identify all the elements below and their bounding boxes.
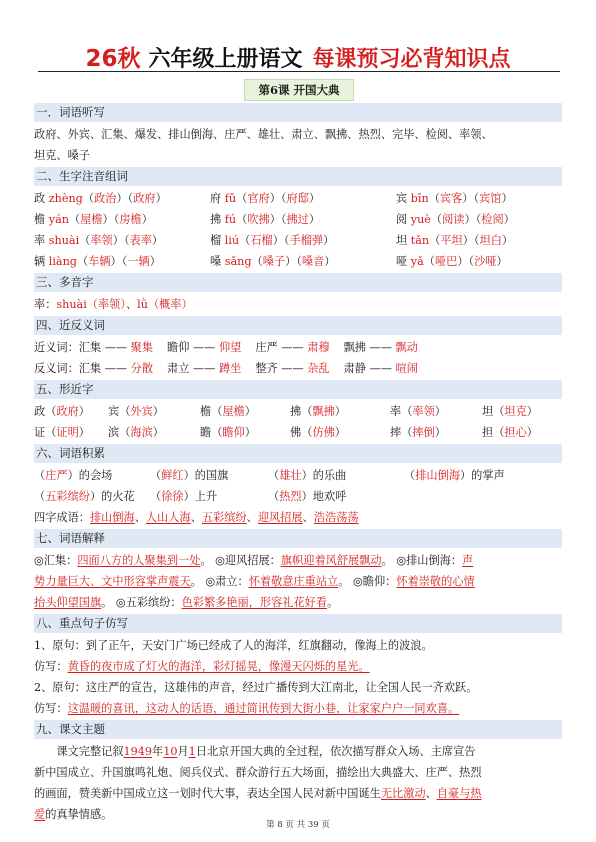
- pinyin-reading: sǎng: [224, 255, 252, 268]
- pinyin-word: 阅读: [442, 213, 465, 226]
- content: [34, 102, 562, 825]
- polyphone-reading-a: shuài（率领）: [56, 298, 126, 311]
- pinyin-paren: ）（: [116, 192, 134, 205]
- similar-entry: [200, 422, 290, 443]
- pinyin-word: 石榴: [250, 234, 273, 247]
- theme-sep: 、: [425, 787, 437, 800]
- acc-paren: （: [34, 490, 46, 503]
- theme-text: 的真挚情感。: [45, 808, 113, 821]
- accumulation-row-2: [34, 486, 562, 507]
- pinyin-paren: （: [429, 234, 441, 247]
- similar-block: [34, 401, 562, 443]
- explanation-def: 怀着崇敬的心情: [396, 575, 475, 588]
- pinyin-reading: fǔ: [224, 192, 237, 205]
- explanation-term: ◎迎风招展：: [215, 554, 281, 567]
- pinyin-char: 哑: [396, 255, 411, 268]
- pinyin-entry: [396, 230, 556, 251]
- polyphone-label: 率：: [34, 298, 57, 311]
- acc-fill: 庄严: [45, 469, 68, 482]
- pinyin-paren: ）: [308, 192, 321, 205]
- pinyin-paren: ）（: [112, 234, 130, 247]
- pair-word: 汇集: [78, 362, 102, 375]
- similar-paren: ）: [334, 426, 346, 439]
- pinyin-word: 表率: [129, 234, 152, 247]
- pinyin-word: 平坦: [440, 234, 463, 247]
- pair-word: 肃静: [343, 362, 366, 375]
- pinyin-paren: ）（: [457, 255, 475, 268]
- section-dictation-heading: 一．词语听写: [34, 103, 562, 122]
- synonym-line: [34, 337, 562, 358]
- pinyin-paren: ）（: [110, 255, 128, 268]
- acc-fill: 五彩缤纷: [45, 490, 90, 503]
- pinyin-entry: [34, 230, 210, 251]
- page-header: [0, 40, 596, 73]
- imitation-text: 这温暖的喜讯，这动人的话语，通过简讯传到大街小巷，让家家户户一同欢喜。: [67, 702, 460, 715]
- explanation-period: 。: [200, 554, 212, 567]
- pinyin-reading: zhèng: [48, 192, 83, 205]
- section-accumulation-heading: 六、词语积累: [34, 444, 562, 463]
- pinyin-paren: ）: [149, 255, 161, 268]
- pair-word: 汇集: [78, 341, 102, 354]
- similar-paren: ）: [78, 405, 90, 418]
- pinyin-reading: liàng: [48, 255, 77, 268]
- explanation-period: 。: [190, 575, 202, 588]
- pinyin-paren: ）: [496, 255, 508, 268]
- similar-entry: [390, 422, 482, 443]
- similar-paren: ）: [78, 426, 90, 439]
- pinyin-word: 一辆: [127, 255, 150, 268]
- pinyin-word: 坦白: [479, 234, 502, 247]
- pair-dash: ——: [366, 341, 396, 354]
- pair-dash: ——: [277, 362, 308, 375]
- similar-char: 政（: [34, 405, 57, 418]
- pinyin-reading: yǎ: [410, 255, 424, 268]
- similar-entry: [290, 422, 390, 443]
- acc-paren: ）: [183, 490, 195, 503]
- pinyin-char: 府: [210, 192, 225, 205]
- idiom-sep: 、: [190, 511, 202, 524]
- pinyin-char: 辆: [34, 255, 49, 268]
- theme-line-1: [34, 741, 562, 762]
- similar-char: 拂（: [290, 405, 313, 418]
- pinyin-paren: ）: [141, 213, 153, 226]
- similar-paren: ）: [434, 426, 446, 439]
- pinyin-reading: yuè: [410, 213, 431, 226]
- idiom-sep: 、: [246, 511, 258, 524]
- theme-text: 日北京开国大典的全过程，依次描写群众入场、主席宣告: [195, 745, 476, 758]
- similar-word: 坦克: [504, 405, 527, 418]
- pair-word: 庄严: [255, 341, 278, 354]
- section-sentence-heading: 八、重点句子仿写: [34, 614, 562, 633]
- accumulation-entry: [34, 465, 150, 486]
- pinyin-char: 拂: [210, 213, 225, 226]
- pinyin-char: 政: [34, 192, 49, 205]
- pair-word: 肃立: [167, 362, 190, 375]
- similar-char: 坦（: [482, 405, 505, 418]
- pinyin-paren: ）: [501, 234, 514, 247]
- similar-char: 檐（: [200, 405, 223, 418]
- idiom: 排山倒海: [89, 511, 135, 524]
- pinyin-paren: ）: [501, 192, 513, 205]
- pinyin-paren: ）（: [464, 213, 482, 226]
- pinyin-paren: （: [79, 234, 91, 247]
- explanation-line-2: [34, 571, 562, 592]
- header-topic: 每课预习必背知识点: [312, 47, 511, 72]
- pinyin-word: 府邸: [286, 192, 309, 205]
- pinyin-word: 房檐: [119, 213, 142, 226]
- pinyin-paren: ）（: [462, 192, 480, 205]
- similar-char: 滨（: [108, 426, 131, 439]
- explanation-period: 。: [381, 554, 393, 567]
- pinyin-paren: ）: [324, 255, 336, 268]
- pinyin-paren: ）（: [102, 213, 120, 226]
- pinyin-word: 吹拂: [247, 213, 270, 226]
- pair-answer: 分散: [130, 362, 154, 375]
- antonym-line: [34, 358, 562, 379]
- similar-paren: ）: [434, 405, 446, 418]
- pinyin-word: 官府: [247, 192, 270, 205]
- similar-paren: ）: [152, 405, 164, 418]
- explanation-term: ◎瞻仰：: [353, 575, 397, 588]
- pinyin-char: 阅: [396, 213, 411, 226]
- pinyin-word: 拂过: [286, 213, 309, 226]
- section-explanation-heading: 七、词语解释: [34, 529, 562, 548]
- pinyin-reading: liú: [224, 234, 240, 247]
- pinyin-row: [34, 230, 562, 251]
- theme-fill: 自豪与热: [436, 787, 482, 800]
- acc-fill: 热烈: [279, 490, 302, 503]
- similar-row: [34, 422, 562, 443]
- similar-word: 屋檐: [222, 405, 245, 418]
- header-grade: 六年级上册语文: [148, 47, 303, 72]
- similar-entry: [34, 422, 108, 443]
- polyphone-sep: 、: [125, 298, 138, 311]
- similar-char: 佛（: [290, 426, 313, 439]
- similar-word: 仿佛: [312, 426, 335, 439]
- explanation-line-3: [34, 592, 562, 613]
- similar-paren: ）: [244, 405, 256, 418]
- section-similar-heading: 五、形近字: [34, 380, 562, 399]
- pinyin-word: 检阅: [481, 213, 504, 226]
- acc-text: 的会场: [78, 469, 113, 482]
- similar-row: [34, 401, 562, 422]
- pinyin-paren: （: [239, 234, 251, 247]
- pinyin-paren: ）: [308, 213, 321, 226]
- imitation-label: 仿写：: [34, 702, 68, 715]
- acc-text: 的乐曲: [312, 469, 347, 482]
- pair-answer: 杂乱: [307, 362, 330, 375]
- similar-entry: [290, 401, 390, 422]
- theme-month: 10: [163, 745, 178, 758]
- pair-dash: ——: [101, 362, 131, 375]
- pinyin-reading: fú: [224, 213, 237, 226]
- similar-paren: ）: [152, 426, 164, 439]
- pinyin-row: [34, 188, 562, 209]
- pinyin-paren: （: [236, 213, 248, 226]
- theme-line-2: 新中国成立、升国旗鸣礼炮、阅兵仪式、群众游行五大场面，描绘出大典盛大、庄严、热烈: [34, 766, 482, 779]
- theme-day: 1: [188, 745, 196, 758]
- similar-char: 担（: [482, 426, 505, 439]
- pinyin-word: 政府: [133, 192, 156, 205]
- pinyin-paren: ）（: [285, 255, 302, 268]
- pair-answer: 仰望: [218, 341, 242, 354]
- acc-text: 上升: [194, 490, 218, 503]
- similar-word: 摔倒: [412, 426, 435, 439]
- pinyin-char: 宾: [396, 192, 411, 205]
- similar-word: 飘拂: [312, 405, 335, 418]
- explanation-def: 势力量巨大、文中形容掌声震天: [34, 575, 191, 588]
- acc-text: 的火花: [101, 490, 135, 503]
- acc-fill: 鲜红: [161, 469, 184, 482]
- similar-paren: ）: [244, 426, 256, 439]
- similar-entry: [108, 401, 200, 422]
- pinyin-word: 宾馆: [479, 192, 502, 205]
- pinyin-paren: （: [428, 192, 440, 205]
- idiom: 人山人海: [145, 511, 191, 524]
- pinyin-paren: ）（: [272, 234, 290, 247]
- pinyin-entry: [210, 188, 396, 209]
- pinyin-paren: （: [430, 213, 443, 226]
- explanation-def: 抬头仰望国旗: [34, 596, 102, 609]
- acc-text: 的掌声: [471, 469, 505, 482]
- acc-paren: （: [268, 490, 280, 503]
- pinyin-paren: ）: [503, 213, 515, 226]
- explanation-def: 四面八方的人聚集到一处: [77, 554, 201, 567]
- idiom-sep: 、: [134, 511, 146, 524]
- acc-paren: （: [150, 490, 162, 503]
- explanation-period: 。: [338, 575, 350, 588]
- header-season: 26秋: [85, 46, 141, 72]
- acc-paren: ）: [301, 469, 313, 482]
- pinyin-word: 嗓音: [301, 255, 325, 268]
- pinyin-paren: （: [68, 213, 81, 226]
- theme-text: 月: [177, 745, 189, 758]
- pinyin-entry: [396, 251, 556, 272]
- pinyin-word: 屋檐: [80, 213, 103, 226]
- pinyin-paren: （: [423, 255, 435, 268]
- explanation-term: ◎肃立：: [205, 575, 249, 588]
- accumulation-entry: [150, 465, 268, 486]
- acc-paren: ）: [301, 490, 313, 503]
- acc-fill: 排山倒海: [415, 469, 460, 482]
- similar-word: 率领: [412, 405, 435, 418]
- sentence-imitation-1: [34, 656, 562, 677]
- pinyin-paren: （: [251, 255, 263, 268]
- acc-paren: （: [34, 469, 46, 482]
- similar-word: 担心: [504, 426, 527, 439]
- similar-entry: [108, 422, 200, 443]
- pinyin-entry: [210, 209, 396, 230]
- pinyin-paren: ）: [151, 234, 164, 247]
- similar-entry: [482, 401, 562, 422]
- pinyin-entry: [34, 251, 210, 272]
- page-footer: 第 8 页 共 39 页: [266, 820, 330, 830]
- idiom: 浩浩荡荡: [313, 511, 359, 524]
- idiom: 迎风招展: [257, 511, 303, 524]
- theme-fill: 爱: [34, 808, 46, 821]
- lesson-title: 第6课 开国大典: [244, 79, 354, 101]
- similar-char: 宾（: [108, 405, 131, 418]
- dictation-line-2: 坦克、嗓子: [34, 149, 90, 162]
- pinyin-entry: [34, 188, 210, 209]
- pair-word: 飘拂: [343, 341, 366, 354]
- acc-paren: ）: [183, 469, 195, 482]
- acc-paren: ）: [459, 469, 472, 482]
- sentence-imitation-2: [34, 698, 562, 719]
- imitation-label: 仿写：: [34, 660, 68, 673]
- idiom-line: [34, 507, 562, 528]
- pair-answer: 喧闹: [395, 362, 418, 375]
- theme-text: 年: [152, 745, 164, 758]
- pinyin-paren: （: [76, 255, 89, 268]
- accumulation-entry: [268, 465, 404, 486]
- explanation-def: 旗帜迎着风舒展飘动: [280, 554, 382, 567]
- idiom: 五彩缤纷: [201, 511, 247, 524]
- header-divider: [38, 71, 560, 72]
- theme-line-3: [34, 783, 562, 804]
- pinyin-char: 嗓: [210, 255, 225, 268]
- pair-answer: 聚集: [130, 341, 154, 354]
- pinyin-reading: shuài: [48, 234, 80, 247]
- similar-word: 瞻仰: [222, 426, 245, 439]
- pinyin-reading: bīn: [410, 192, 429, 205]
- pair-answer: 蹲坐: [218, 362, 242, 375]
- acc-text: 的国旗: [194, 469, 229, 482]
- similar-entry: [482, 422, 562, 443]
- pinyin-word: 车辆: [88, 255, 111, 268]
- pair-dash: ——: [189, 341, 219, 354]
- pair-answer: 飘动: [395, 341, 418, 354]
- acc-fill: 雄壮: [279, 469, 302, 482]
- acc-paren: （: [404, 469, 416, 482]
- theme-fill: 无比激动: [380, 787, 426, 800]
- explanation-term: ◎排山倒海：: [396, 554, 463, 567]
- polyphone-line: [34, 294, 562, 315]
- idiom-label: 四字成语：: [34, 511, 90, 524]
- pinyin-char: 率: [34, 234, 49, 247]
- acc-paren: （: [268, 469, 280, 482]
- similar-char: 摔（: [390, 426, 413, 439]
- section-synonym-heading: 四、近反义词: [34, 316, 562, 335]
- explanation-def: 声: [462, 554, 474, 567]
- pair-label: 近义词：: [34, 341, 79, 354]
- similar-entry: [34, 401, 108, 422]
- pinyin-word: 政治: [94, 192, 117, 205]
- section-polyphone-heading: 三、多音字: [34, 273, 562, 292]
- pair-dash: ——: [366, 362, 396, 375]
- pinyin-word: 嗓子: [262, 255, 286, 268]
- similar-word: 政府: [56, 405, 79, 418]
- pinyin-entry: [210, 230, 396, 251]
- pinyin-entry: [34, 209, 210, 230]
- similar-char: 瞻（: [200, 426, 223, 439]
- accumulation-row-1: [34, 465, 562, 486]
- sentence-original-2: 2、原句：这庄严的宣告，这雄伟的声音，经过广播传到大江南北，让全国人民一齐欢跃。: [34, 681, 478, 694]
- pinyin-paren: ）: [323, 234, 335, 247]
- explanation-period: 。: [327, 596, 339, 609]
- pair-dash: ——: [277, 341, 308, 354]
- pinyin-paren: ）（: [269, 192, 287, 205]
- explanation-def: 怀着敬意庄重站立: [248, 575, 339, 588]
- dictation-line-1: 政府、外宾、汇集、爆发、排山倒海、庄严、雄壮、肃立、飘拂、热烈、完毕、检阅、率领、: [34, 128, 493, 141]
- accumulation-entry: [34, 486, 150, 507]
- similar-entry: [200, 401, 290, 422]
- pinyin-paren: ）（: [462, 234, 480, 247]
- similar-entry: [390, 401, 482, 422]
- pinyin-entry: [396, 188, 556, 209]
- acc-paren: （: [150, 469, 162, 482]
- sentence-original-1: 1、原句：到了正午，天安门广场已经成了人的海洋，红旗翻动，像海上的波浪。: [34, 639, 433, 652]
- pinyin-paren: （: [82, 192, 95, 205]
- pair-word: 整齐: [255, 362, 278, 375]
- acc-fill: 徐徐: [161, 490, 184, 503]
- pinyin-reading: tǎn: [410, 234, 430, 247]
- acc-text: 地欢呼: [312, 490, 347, 503]
- theme-year: 1949: [123, 745, 153, 758]
- accumulation-entry: [404, 465, 554, 486]
- imitation-text: 黄昏的夜市成了灯火的海洋，彩灯摇晃，像漫天闪烁的星光。: [67, 660, 370, 673]
- acc-paren: ）: [67, 469, 79, 482]
- pinyin-reading: yán: [48, 213, 69, 226]
- section-theme-heading: 九、课文主题: [34, 720, 562, 739]
- pinyin-char: 坦: [396, 234, 411, 247]
- theme-text: 的画面，赞美新中国成立这一划时代大事，表达全国人民对新中国诞生: [34, 787, 381, 800]
- similar-paren: ）: [334, 405, 346, 418]
- explanation-line-1: [34, 550, 562, 571]
- pinyin-block: [34, 188, 562, 272]
- pinyin-entry: [210, 251, 396, 272]
- pinyin-word: 手榴弹: [289, 234, 324, 247]
- section-pinyin-heading: 二、生字注音组词: [34, 167, 562, 186]
- pinyin-word: 宾客: [439, 192, 463, 205]
- accumulation-entry: [268, 486, 408, 507]
- pinyin-word: 率领: [90, 234, 113, 247]
- pair-word: 瞻仰: [167, 341, 190, 354]
- explanation-def: 色彩繁多艳丽，形容礼花好看: [181, 596, 328, 609]
- pair-label: 反义词：: [34, 362, 79, 375]
- explanation-term: ◎五彩缤纷：: [115, 596, 182, 609]
- pinyin-row: [34, 209, 562, 230]
- similar-word: 外宾: [130, 405, 153, 418]
- similar-word: 海滨: [130, 426, 153, 439]
- similar-word: 证明: [56, 426, 79, 439]
- pinyin-char: 榴: [210, 234, 225, 247]
- idiom-sep: 、: [302, 511, 314, 524]
- similar-paren: ）: [526, 426, 538, 439]
- theme-text: 课文完整记叙: [56, 745, 124, 758]
- pinyin-paren: ）: [155, 192, 167, 205]
- pinyin-row: [34, 251, 562, 272]
- pinyin-paren: （: [236, 192, 248, 205]
- pinyin-word: 哑巴: [434, 255, 458, 268]
- pair-dash: ——: [189, 362, 219, 375]
- acc-paren: ）: [89, 490, 102, 503]
- explanation-term: ◎汇集：: [34, 554, 78, 567]
- pinyin-entry: [396, 209, 556, 230]
- explanation-period: 。: [101, 596, 113, 609]
- pinyin-paren: ）（: [269, 213, 287, 226]
- polyphone-reading-b: lǜ（概率）: [137, 298, 193, 311]
- pair-dash: ——: [101, 341, 131, 354]
- pinyin-char: 檐: [34, 213, 49, 226]
- pinyin-word: 沙哑: [474, 255, 497, 268]
- pair-answer: 肃穆: [307, 341, 330, 354]
- accumulation-entry: [150, 486, 268, 507]
- similar-char: 率（: [390, 405, 413, 418]
- similar-char: 证（: [34, 426, 57, 439]
- similar-paren: ）: [526, 405, 538, 418]
